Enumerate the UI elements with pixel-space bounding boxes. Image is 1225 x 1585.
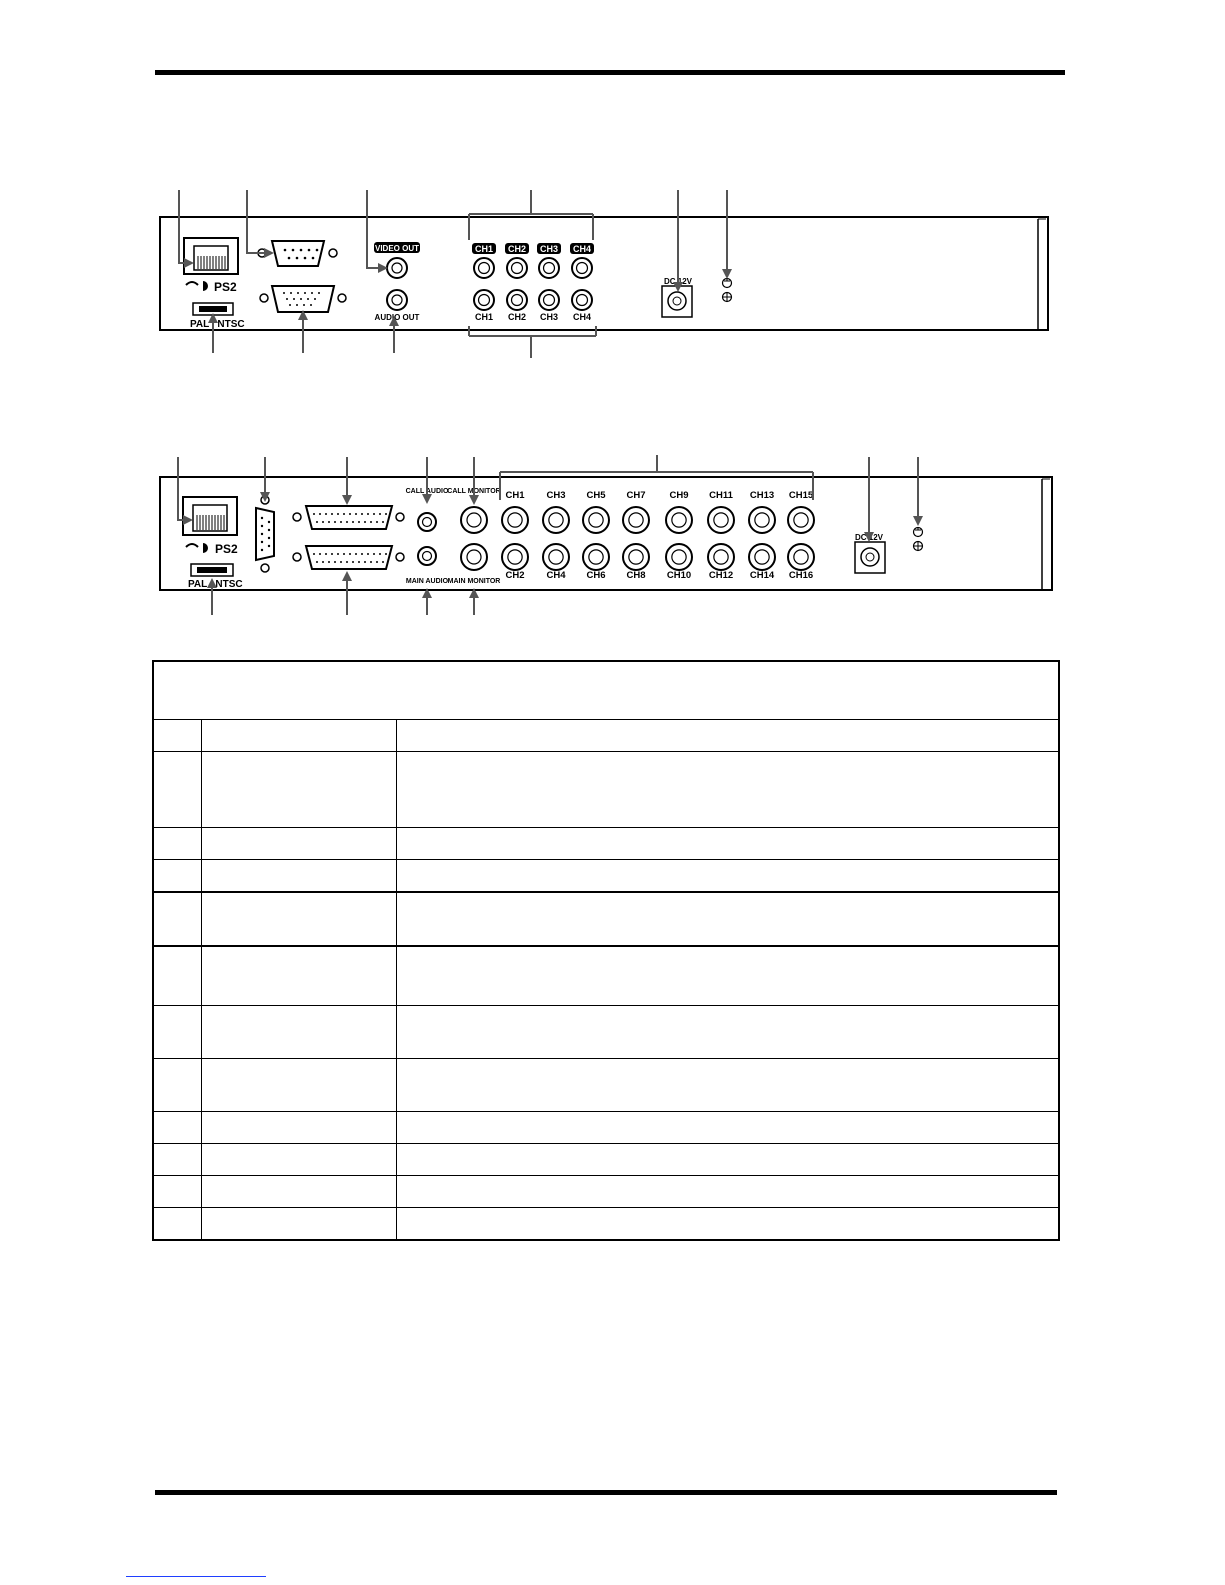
table-row bbox=[153, 892, 1059, 946]
table-cell-desc bbox=[396, 892, 1059, 946]
table-row bbox=[153, 720, 1059, 752]
connector-legend-table bbox=[152, 660, 1060, 1241]
dc12v-label-16ch: DC 12V bbox=[854, 533, 884, 542]
ch16-top-label: CH5 bbox=[586, 490, 606, 501]
table-row bbox=[153, 1112, 1059, 1144]
ch16-top-bnc-icon bbox=[788, 507, 814, 533]
table-cell-name bbox=[201, 720, 396, 752]
ch16-top-label: CH13 bbox=[749, 490, 775, 501]
table-cell-name bbox=[201, 1006, 396, 1059]
ch4-bottom-bnc-icon bbox=[474, 290, 494, 310]
table-cell-desc bbox=[396, 1208, 1059, 1241]
ch16-bottom-label: CH10 bbox=[666, 570, 692, 581]
table-cell-name bbox=[201, 860, 396, 893]
table-title-cell bbox=[153, 661, 1059, 720]
table-row bbox=[153, 1059, 1059, 1112]
ch4-bottom-label: CH3 bbox=[539, 312, 559, 322]
ch4-top-label: CH3 bbox=[539, 244, 559, 254]
ch16-top-bnc-icon bbox=[543, 507, 569, 533]
ethernet-port-16ch-icon bbox=[183, 497, 237, 535]
pal-ntsc-switch-16ch-icon[interactable] bbox=[191, 564, 233, 576]
main-monitor-bnc-icon bbox=[461, 544, 487, 570]
table-cell-desc bbox=[396, 1176, 1059, 1208]
ch16-top-bnc-icon bbox=[666, 507, 692, 533]
table-row bbox=[153, 1176, 1059, 1208]
table-cell-name bbox=[201, 892, 396, 946]
table-cell-desc bbox=[396, 828, 1059, 860]
table-cell-name bbox=[201, 828, 396, 860]
footer-rule bbox=[155, 1490, 1057, 1495]
table-title-row bbox=[153, 661, 1059, 720]
table-cell-no bbox=[153, 828, 201, 860]
ch4-bottom-label: CH4 bbox=[572, 312, 592, 322]
ch16-top-label: CH7 bbox=[626, 490, 646, 501]
ch16-top-label: CH1 bbox=[505, 490, 525, 501]
table-cell-desc bbox=[396, 946, 1059, 1006]
call-monitor-bnc-icon bbox=[461, 507, 487, 533]
ch16-bottom-label: CH6 bbox=[586, 570, 606, 581]
ch4-top-bnc-icon bbox=[474, 258, 494, 278]
ch16-top-label: CH11 bbox=[709, 490, 733, 501]
ch16-bottom-bnc-icon bbox=[788, 544, 814, 570]
main-audio-label: MAIN AUDIO bbox=[405, 578, 449, 585]
dc12v-label: DC 12V bbox=[663, 277, 693, 286]
ch4-top-bnc-icon bbox=[572, 258, 592, 278]
ch16-bottom-bnc-icon bbox=[583, 544, 609, 570]
table-cell-desc bbox=[396, 720, 1059, 752]
ch16-top-label: CH3 bbox=[546, 490, 566, 501]
ch4-bottom-bnc-icon bbox=[507, 290, 527, 310]
rear-panel-4ch-diagram bbox=[0, 0, 1225, 660]
ps2-label-16ch: PS2 bbox=[215, 542, 238, 556]
main-audio-jack-icon bbox=[418, 547, 436, 565]
table-cell-name bbox=[201, 752, 396, 828]
dc-power-jack-icon bbox=[662, 286, 692, 317]
ch4-top-label: CH2 bbox=[507, 244, 527, 254]
table-cell-name bbox=[201, 1112, 396, 1144]
ch4-bottom-bnc-icon bbox=[539, 290, 559, 310]
table-cell-no bbox=[153, 1006, 201, 1059]
ch16-top-label: CH15 bbox=[788, 490, 814, 501]
table-row bbox=[153, 1006, 1059, 1059]
call-audio-jack-icon bbox=[418, 513, 436, 531]
main-monitor-label: MAIN MONITOR bbox=[447, 578, 501, 585]
table-cell-no bbox=[153, 720, 201, 752]
table-row bbox=[153, 860, 1059, 893]
ch4-top-label: CH1 bbox=[474, 244, 494, 254]
audio-out-jack-icon bbox=[387, 290, 407, 310]
table-row bbox=[153, 1208, 1059, 1241]
ch4-bottom-bnc-icon bbox=[572, 290, 592, 310]
pal-ntsc-switch-icon[interactable] bbox=[193, 303, 233, 315]
table-cell-name bbox=[201, 1059, 396, 1112]
table-cell-no bbox=[153, 1112, 201, 1144]
table-cell-no bbox=[153, 946, 201, 1006]
ch4-top-bnc-icon bbox=[507, 258, 527, 278]
ch16-bottom-bnc-icon bbox=[623, 544, 649, 570]
panel-4ch-chassis bbox=[160, 217, 1048, 330]
audio-out-label: AUDIO OUT bbox=[374, 313, 420, 322]
table-cell-no bbox=[153, 892, 201, 946]
ch16-bottom-label: CH8 bbox=[626, 570, 646, 581]
table-cell-no bbox=[153, 1144, 201, 1176]
ps2-label: PS2 bbox=[214, 280, 237, 294]
ch16-bottom-label: CH14 bbox=[749, 570, 775, 581]
footer-link-underline[interactable] bbox=[126, 1576, 266, 1577]
table-cell-name bbox=[201, 946, 396, 1006]
ch16-bottom-bnc-icon bbox=[543, 544, 569, 570]
table-cell-desc bbox=[396, 1059, 1059, 1112]
ch16-top-bnc-icon bbox=[708, 507, 734, 533]
table-cell-no bbox=[153, 752, 201, 828]
ch4-top-bnc-icon bbox=[539, 258, 559, 278]
ch16-bottom-label: CH16 bbox=[788, 570, 814, 581]
ch16-top-bnc-icon bbox=[623, 507, 649, 533]
table-cell-no bbox=[153, 1059, 201, 1112]
dc-power-jack-16ch-icon bbox=[855, 542, 885, 573]
ch16-bottom-label: CH4 bbox=[546, 570, 566, 581]
table-row bbox=[153, 1144, 1059, 1176]
table-cell-name bbox=[201, 1176, 396, 1208]
ch4-bottom-label: CH2 bbox=[507, 312, 527, 322]
table-cell-desc bbox=[396, 1006, 1059, 1059]
table-cell-name bbox=[201, 1208, 396, 1241]
ch16-bottom-bnc-icon bbox=[666, 544, 692, 570]
pal-ntsc-label-16ch: PAL / NTSC bbox=[188, 579, 243, 590]
table-cell-desc bbox=[396, 752, 1059, 828]
ch16-top-bnc-icon bbox=[502, 507, 528, 533]
ch16-top-bnc-icon bbox=[749, 507, 775, 533]
ch16-bottom-bnc-icon bbox=[708, 544, 734, 570]
ch16-top-label: CH9 bbox=[669, 490, 689, 501]
ch4-bottom-label: CH1 bbox=[474, 312, 494, 322]
call-monitor-label: CALL MONITOR bbox=[447, 488, 501, 495]
pal-ntsc-label: PAL / NTSC bbox=[190, 319, 245, 330]
ch16-bottom-bnc-icon bbox=[502, 544, 528, 570]
table-cell-no bbox=[153, 860, 201, 893]
table-cell-desc bbox=[396, 1144, 1059, 1176]
table-cell-desc bbox=[396, 860, 1059, 893]
table-row bbox=[153, 828, 1059, 860]
table-cell-no bbox=[153, 1208, 201, 1241]
ethernet-port-icon bbox=[184, 238, 238, 274]
table-cell-no bbox=[153, 1176, 201, 1208]
ch4-top-label: CH4 bbox=[572, 244, 592, 254]
call-audio-label: CALL AUDIO bbox=[405, 488, 449, 495]
ch16-bottom-bnc-icon bbox=[749, 544, 775, 570]
table-cell-name bbox=[201, 1144, 396, 1176]
ch16-bottom-label: CH2 bbox=[505, 570, 525, 581]
table-cell-desc bbox=[396, 1112, 1059, 1144]
table-row bbox=[153, 752, 1059, 828]
table-row bbox=[153, 946, 1059, 1006]
video-out-label: VIDEO OUT bbox=[374, 244, 420, 253]
ch16-top-bnc-icon bbox=[583, 507, 609, 533]
video-out-bnc-icon bbox=[387, 258, 407, 278]
ch16-bottom-label: CH12 bbox=[708, 570, 734, 581]
